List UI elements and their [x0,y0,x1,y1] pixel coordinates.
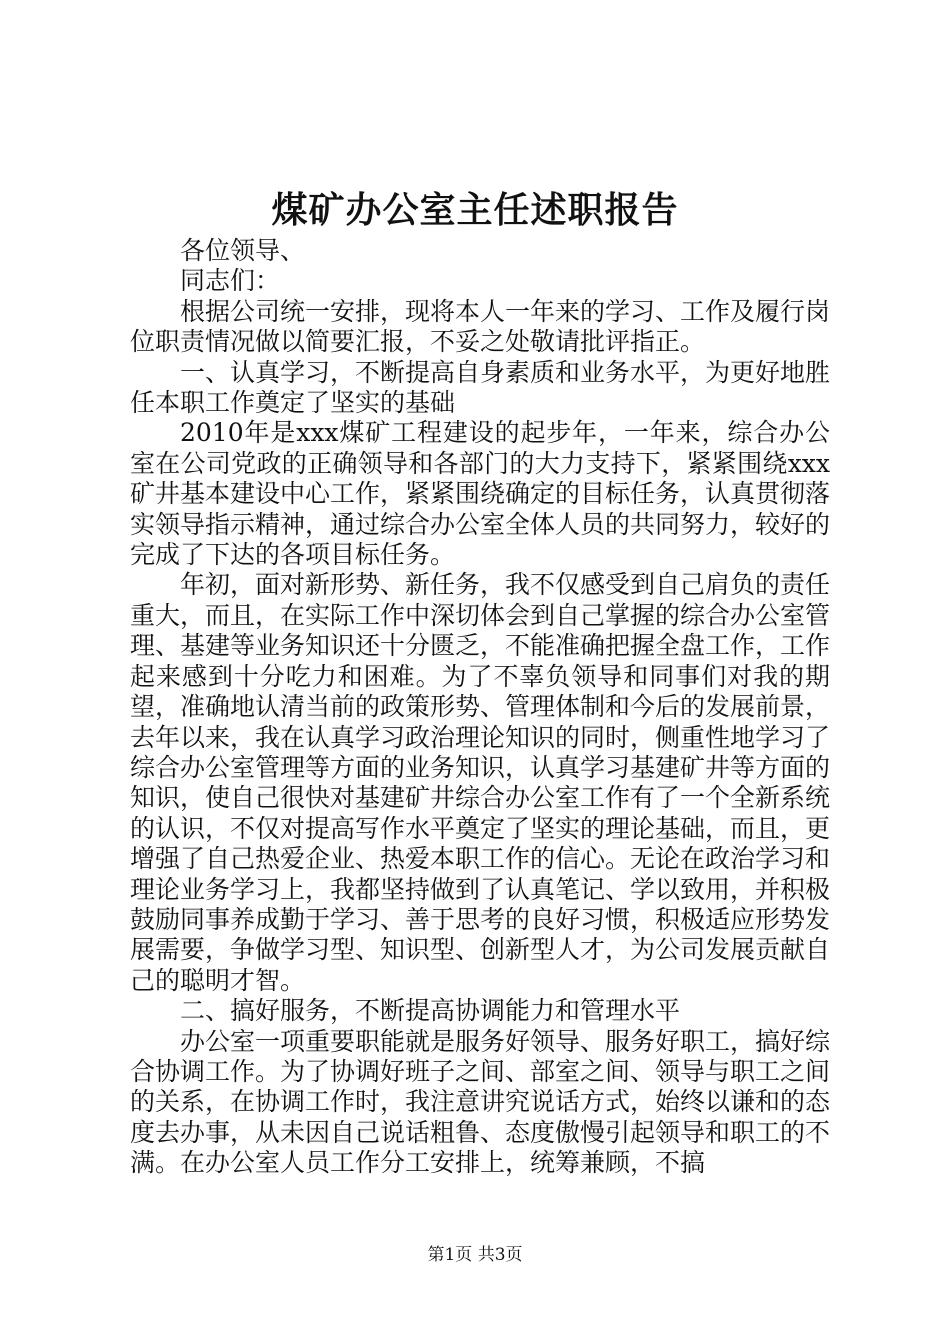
salutation-line-2: 同志们： [180,266,281,296]
body-paragraph: 年初，面对新形势、新任务，我不仅感受到自己肩负的责任重大，而且，在实际工作中深切体会到自己掌握的综合办公室管理、基建等业务知识还十分匮乏，不能准确把握全盘工作，工作起来感到十分吃力和困难。为了不辜负领导和同事们对我的期望，准确地认清当前的政策形势、管理体制和今后的发展前景，去年以来，我在认真学习政治理论知识的同时，侧重性地学习了综合办公室管理等方面的业务知识，认真学习基建矿井等方面的知识，使自己很快对基建矿井综合办公室工作有了一个全新系统的认识，不仅对提高写作水平奠定了坚实的理论基础，而且，更增强了自己热爱企业、热爱本职工作的信心。无论在政治学习和理论业务学习上，我都坚持做到了认真笔记、学以致用，并积极鼓励同事养成勤于学习、善于思考的良好习惯，积极适应形势发展需要，争做学习型、知识型、创新型人才，为公司发展贡献自己的聪明才智。 [130,570,831,995]
section-heading-2: 二、搞好服务，不断提高协调能力和管理水平 [180,996,681,1026]
document-title: 煤矿办公室主任述职报告 [271,189,679,231]
page-number-footer: 第1页 共3页 [427,1245,523,1265]
body-paragraph: 办公室一项重要职能就是服务好领导、服务好职工，搞好综合协调工作。为了协调好班子之间、部室之间、领导与职工之间的关系，在协调工作时，我注意讲究说话方式，始终以谦和的态度去办事，从未因自己说话粗鲁、态度傲慢引起领导和职工的不满。在办公室人员工作分工安排上，统筹兼顾，不搞 [130,1026,831,1178]
document-body [130,236,830,1179]
body-paragraph: 2010年是xxx煤矿工程建设的起步年，一年来，综合办公室在公司党政的正确领导和各部门的大力支持下，紧紧围绕xxx矿井基本建设中心工作，紧紧围绕确定的目标任务，认真贯彻落实领导指示精神，通过综合办公室全体人员的共同努力，较好的完成了下达的各项目标任务。 [130,418,831,570]
intro-paragraph: 根据公司统一安排，现将本人一年来的学习、工作及履行岗位职责情况做以简要汇报，不妥之处敬请批评指正。 [130,296,831,357]
section-heading-1: 一、认真学习，不断提高自身素质和业务水平，为更好地胜任本职工作奠定了坚实的基础 [130,357,831,418]
salutation-line-1: 各位领导、 [180,236,306,265]
